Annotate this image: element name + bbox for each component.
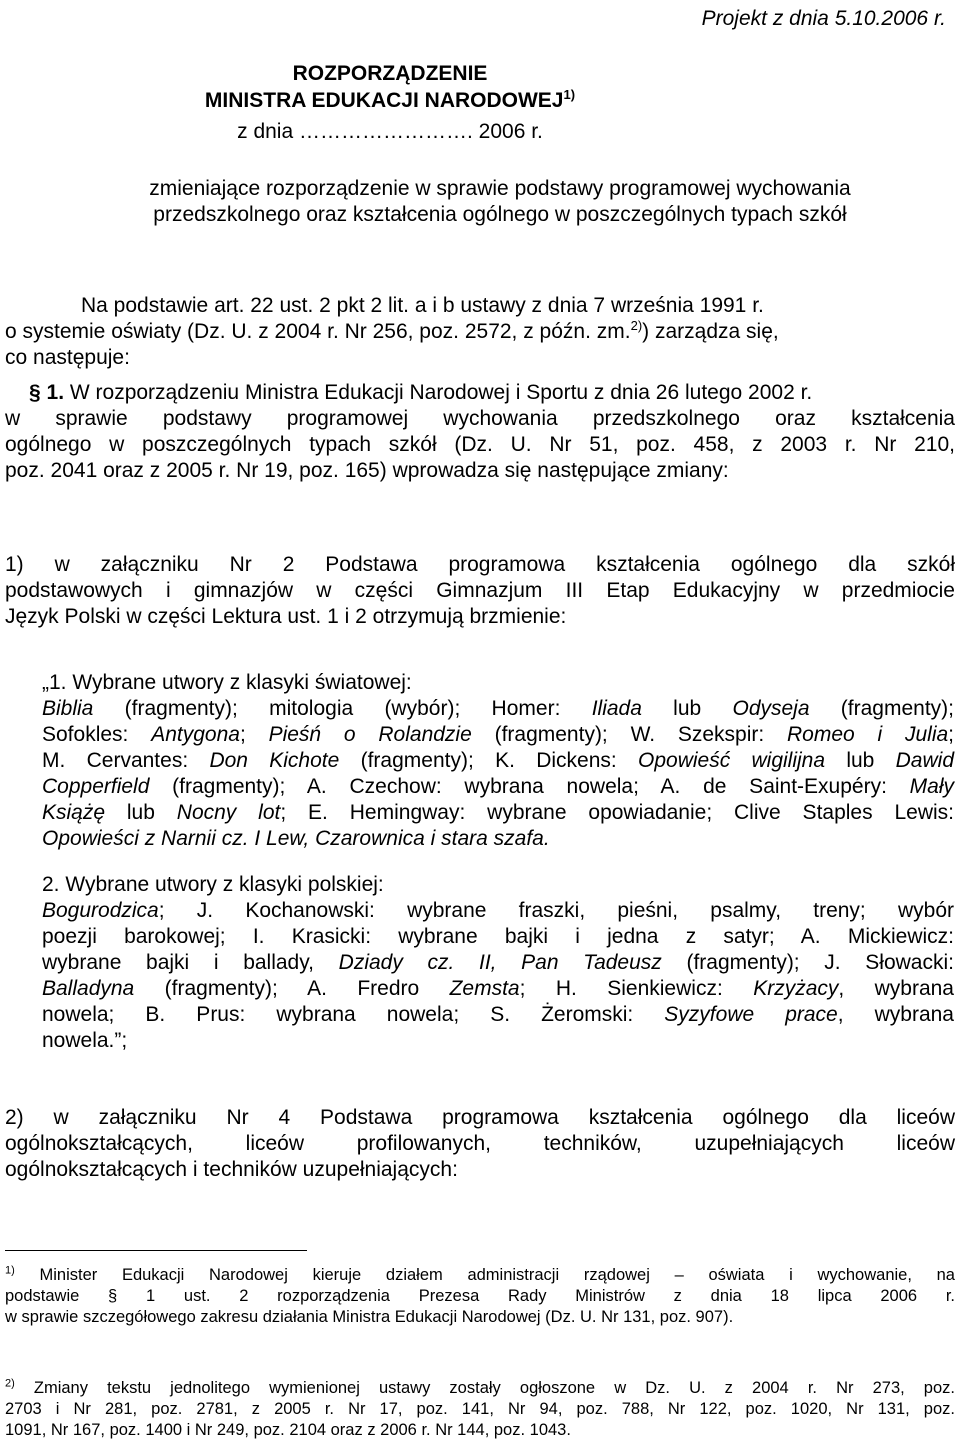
work-title: Biblia	[42, 697, 94, 720]
item-2: 2) w załączniku Nr 4 Podstawa programowa kształcenia ogólnego dla liceów ogólnokształcących, liceów profilowanych, techników, uzupełniających liceów ogólnokształcących i techników uzupełniających:	[5, 1106, 955, 1181]
reading-line	[42, 924, 954, 950]
title-date: z dnia ……………………. 2006 r.	[237, 120, 543, 143]
title-line1: ROZPORZĄDZENIE	[292, 62, 488, 85]
work-title: Syzyfowe prace	[664, 1003, 838, 1026]
footnote-separator	[5, 1250, 307, 1251]
work-title: Balladyna	[42, 977, 135, 1000]
text-segment: ;	[948, 723, 955, 746]
text-segment: (fragmenty); W. Szekspir:	[471, 723, 788, 746]
text-segment: M. Cervantes:	[42, 749, 210, 772]
text-segment: (fragmenty); J. Słowacki:	[661, 951, 954, 974]
text-segment: ;	[239, 723, 269, 746]
work-title: Bogurodzica	[42, 899, 159, 922]
document-title	[0, 60, 780, 114]
item-1: 1) w załączniku Nr 2 Podstawa programowa kształcenia ogólnego dla szkół podstawowych i gimnazjów w części Gimnazjum III Etap Edukacyjny w przedmiocie Język Polski w części Lektura ust. 1 i 2 otrzymują brzmienie:	[5, 553, 955, 628]
text-segment: ; J. Kochanowski: wybrane fraszki, pieśni, psalmy, treny; wybór	[158, 899, 954, 922]
text-segment: nowela.”;	[42, 1029, 128, 1052]
text-segment: Sofokles:	[42, 723, 152, 746]
reading-list-polish: 2. Wybrane utwory z klasyki polskiej: Bogurodzica; J. Kochanowski: wybrane fraszki, pieśni, psalmy, treny; wybór poezji barokowej; I. Krasicki: wybrane bajki i jedna z satyr; A. Mickiewicz: wybrane bajki i ballady, Dziady cz. II, Pan Tadeusz (fragmenty); J. Słowacki: Balladyna (fragmenty); A. Fredro Zemsta; H. Sienkiewicz: Krzyżacy, wybrana nowela; B. Prus: wybrana nowela; S. Żeromski: Syzyfowe prace, wybrana nowela.”;	[42, 873, 954, 1052]
footnote-1: $^{1)}$ Minister Edukacji Narodowej kieruje działem administracji rządowej – oświata i wychowanie, na podstawie § 1 ust. 2 rozporządzenia Prezesa Rady Ministrów z dnia 18 lipca 2006 r. w sprawie szczegółowego zakresu działania Ministra Edukacji Narodowej (Dz. U. Nr 131, poz. 907).	[5, 1264, 955, 1326]
work-title: Copperfield	[42, 775, 150, 798]
text-segment: lub	[105, 801, 177, 824]
text-segment: (fragmenty); K. Dickens:	[339, 749, 639, 772]
document-subject: zmieniające rozporządzenie w sprawie podstawy programowej wychowania przedszkolnego oraz kształcenia ogólnego w poszczególnych typach szkół	[149, 177, 851, 226]
reading-line	[42, 696, 954, 722]
work-title: Zemsta	[449, 977, 520, 1000]
work-title: Romeo i Julia	[787, 723, 949, 746]
reading-line	[42, 1028, 954, 1054]
paragraph-1: § 1. W rozporządzeniu Ministra Edukacji Narodowej i Sportu z dnia 26 lutego 2002 r. w sprawie podstawy programowej wychowania przedszkolnego oraz kształcenia ogólnego w poszczególnych typach szkół (Dz. U. Nr 51, poz. 458, z 2003 r. Nr 210, poz. 2041 oraz z 2005 r. Nr 19, poz. 165) wprowadza się następujące zmiany:	[5, 381, 955, 482]
work-title: Odyseja	[732, 697, 810, 720]
text-segment: ; H. Sienkiewicz:	[519, 977, 754, 1000]
text-segment: lub	[825, 749, 896, 772]
reading-line	[42, 722, 954, 748]
reading-line	[42, 1002, 954, 1028]
paragraph-number: § 1.	[29, 381, 65, 404]
work-title: Książę	[42, 801, 106, 824]
work-title: Mały	[909, 775, 954, 798]
work-title: Nocny lot	[176, 801, 281, 824]
text-segment: , wybrana	[837, 1003, 954, 1026]
work-title: Antygona	[151, 723, 240, 746]
text-segment: (fragmenty);	[809, 697, 955, 720]
work-title: Don Kichote	[209, 749, 340, 772]
text-segment: (fragmenty); A. Fredro	[134, 977, 450, 1000]
text-segment: ; E. Hemingway: wybrane opowiadanie; Clive Staples Lewis:	[280, 801, 954, 824]
work-title: Pieśń o Rolandzie	[268, 723, 472, 746]
reading-line	[42, 976, 954, 1002]
text-segment: lub	[641, 697, 733, 720]
footnote-ref-2: 2)	[630, 318, 643, 333]
draft-date: Projekt z dnia 5.10.2006 r.	[701, 7, 946, 30]
work-title: Krzyżacy	[753, 977, 839, 1000]
reading-line	[42, 898, 954, 924]
text-segment: wybrane bajki i ballady,	[42, 951, 339, 974]
work-title: Iliada	[591, 697, 642, 720]
text-segment: nowela; B. Prus: wybrana nowela; S. Żeromski:	[42, 1003, 665, 1026]
work-title: Dawid	[895, 749, 954, 772]
reading-line	[42, 826, 954, 852]
text-segment: poezji barokowej; I. Krasicki: wybrane bajki i jedna z satyr; A. Mickiewicz:	[42, 925, 954, 948]
work-title: Dziady cz. II, Pan Tadeusz	[338, 951, 662, 974]
footnote-2: $^{2)}$ Zmiany tekstu jednolitego wymienionej ustawy zostały ogłoszone w Dz. U. z 2004 r. Nr 273, poz. 2703 i Nr 281, poz. 2781, z 2005 r. Nr 17, poz. 141, Nr 94, poz. 788, Nr 122, poz. 1020, Nr 131, poz. 1091, Nr 167, poz. 1400 i Nr 249, poz. 2104 oraz z 2006 r. Nr 144, poz. 1043.	[5, 1377, 955, 1439]
text-segment: , wybrana	[838, 977, 954, 1000]
text-segment: (fragmenty); mitologia (wybór); Homer:	[93, 697, 592, 720]
reading-line	[42, 748, 954, 774]
title-line2: MINISTRA EDUKACJI NARODOWEJ$^{1)}$	[204, 87, 576, 112]
footnote-ref-1: 1)	[563, 87, 576, 102]
reading-list-world: „1. Wybrane utwory z klasyki światowej: Biblia (fragmenty); mitologia (wybór); Homer: Iliada lub Odyseja (fragmenty); Sofokles: Antygona; Pieśń o Rolandzie (fragmenty); W. Szekspir: Romeo i Julia; M. Cervantes: Don Kichote (fragmenty); K. Dickens: Opowieść wigilijna lub Dawid Copperfield (fragmenty); A. Czechow: wybrana nowela; A. de Saint-Exupéry: Mały Książę lub Nocny lot; E. Hemingway: wybrane opowiadanie; Clive Staples Lewis: Opowieści z Narnii cz. I Lew, Czarownica i stara szafa.	[42, 671, 955, 850]
legal-basis: Na podstawie art. 22 ust. 2 pkt 2 lit. a i b ustawy z dnia 7 września 1991 r. o systemie oświaty (Dz. U. z 2004 r. Nr 256, poz. 2572, z późn. zm.$^{2)}$) zarządza się, co następuje:	[5, 294, 779, 369]
work-title: Opowieści z Narnii cz. I Lew, Czarownica i stara szafa.	[42, 827, 550, 850]
reading-line	[42, 774, 954, 800]
reading-line	[42, 950, 954, 976]
reading-line	[42, 800, 954, 826]
work-title: Opowieść wigilijna	[638, 749, 826, 772]
text-segment: (fragmenty); A. Czechow: wybrana nowela; A. de Saint-Exupéry:	[149, 775, 910, 798]
